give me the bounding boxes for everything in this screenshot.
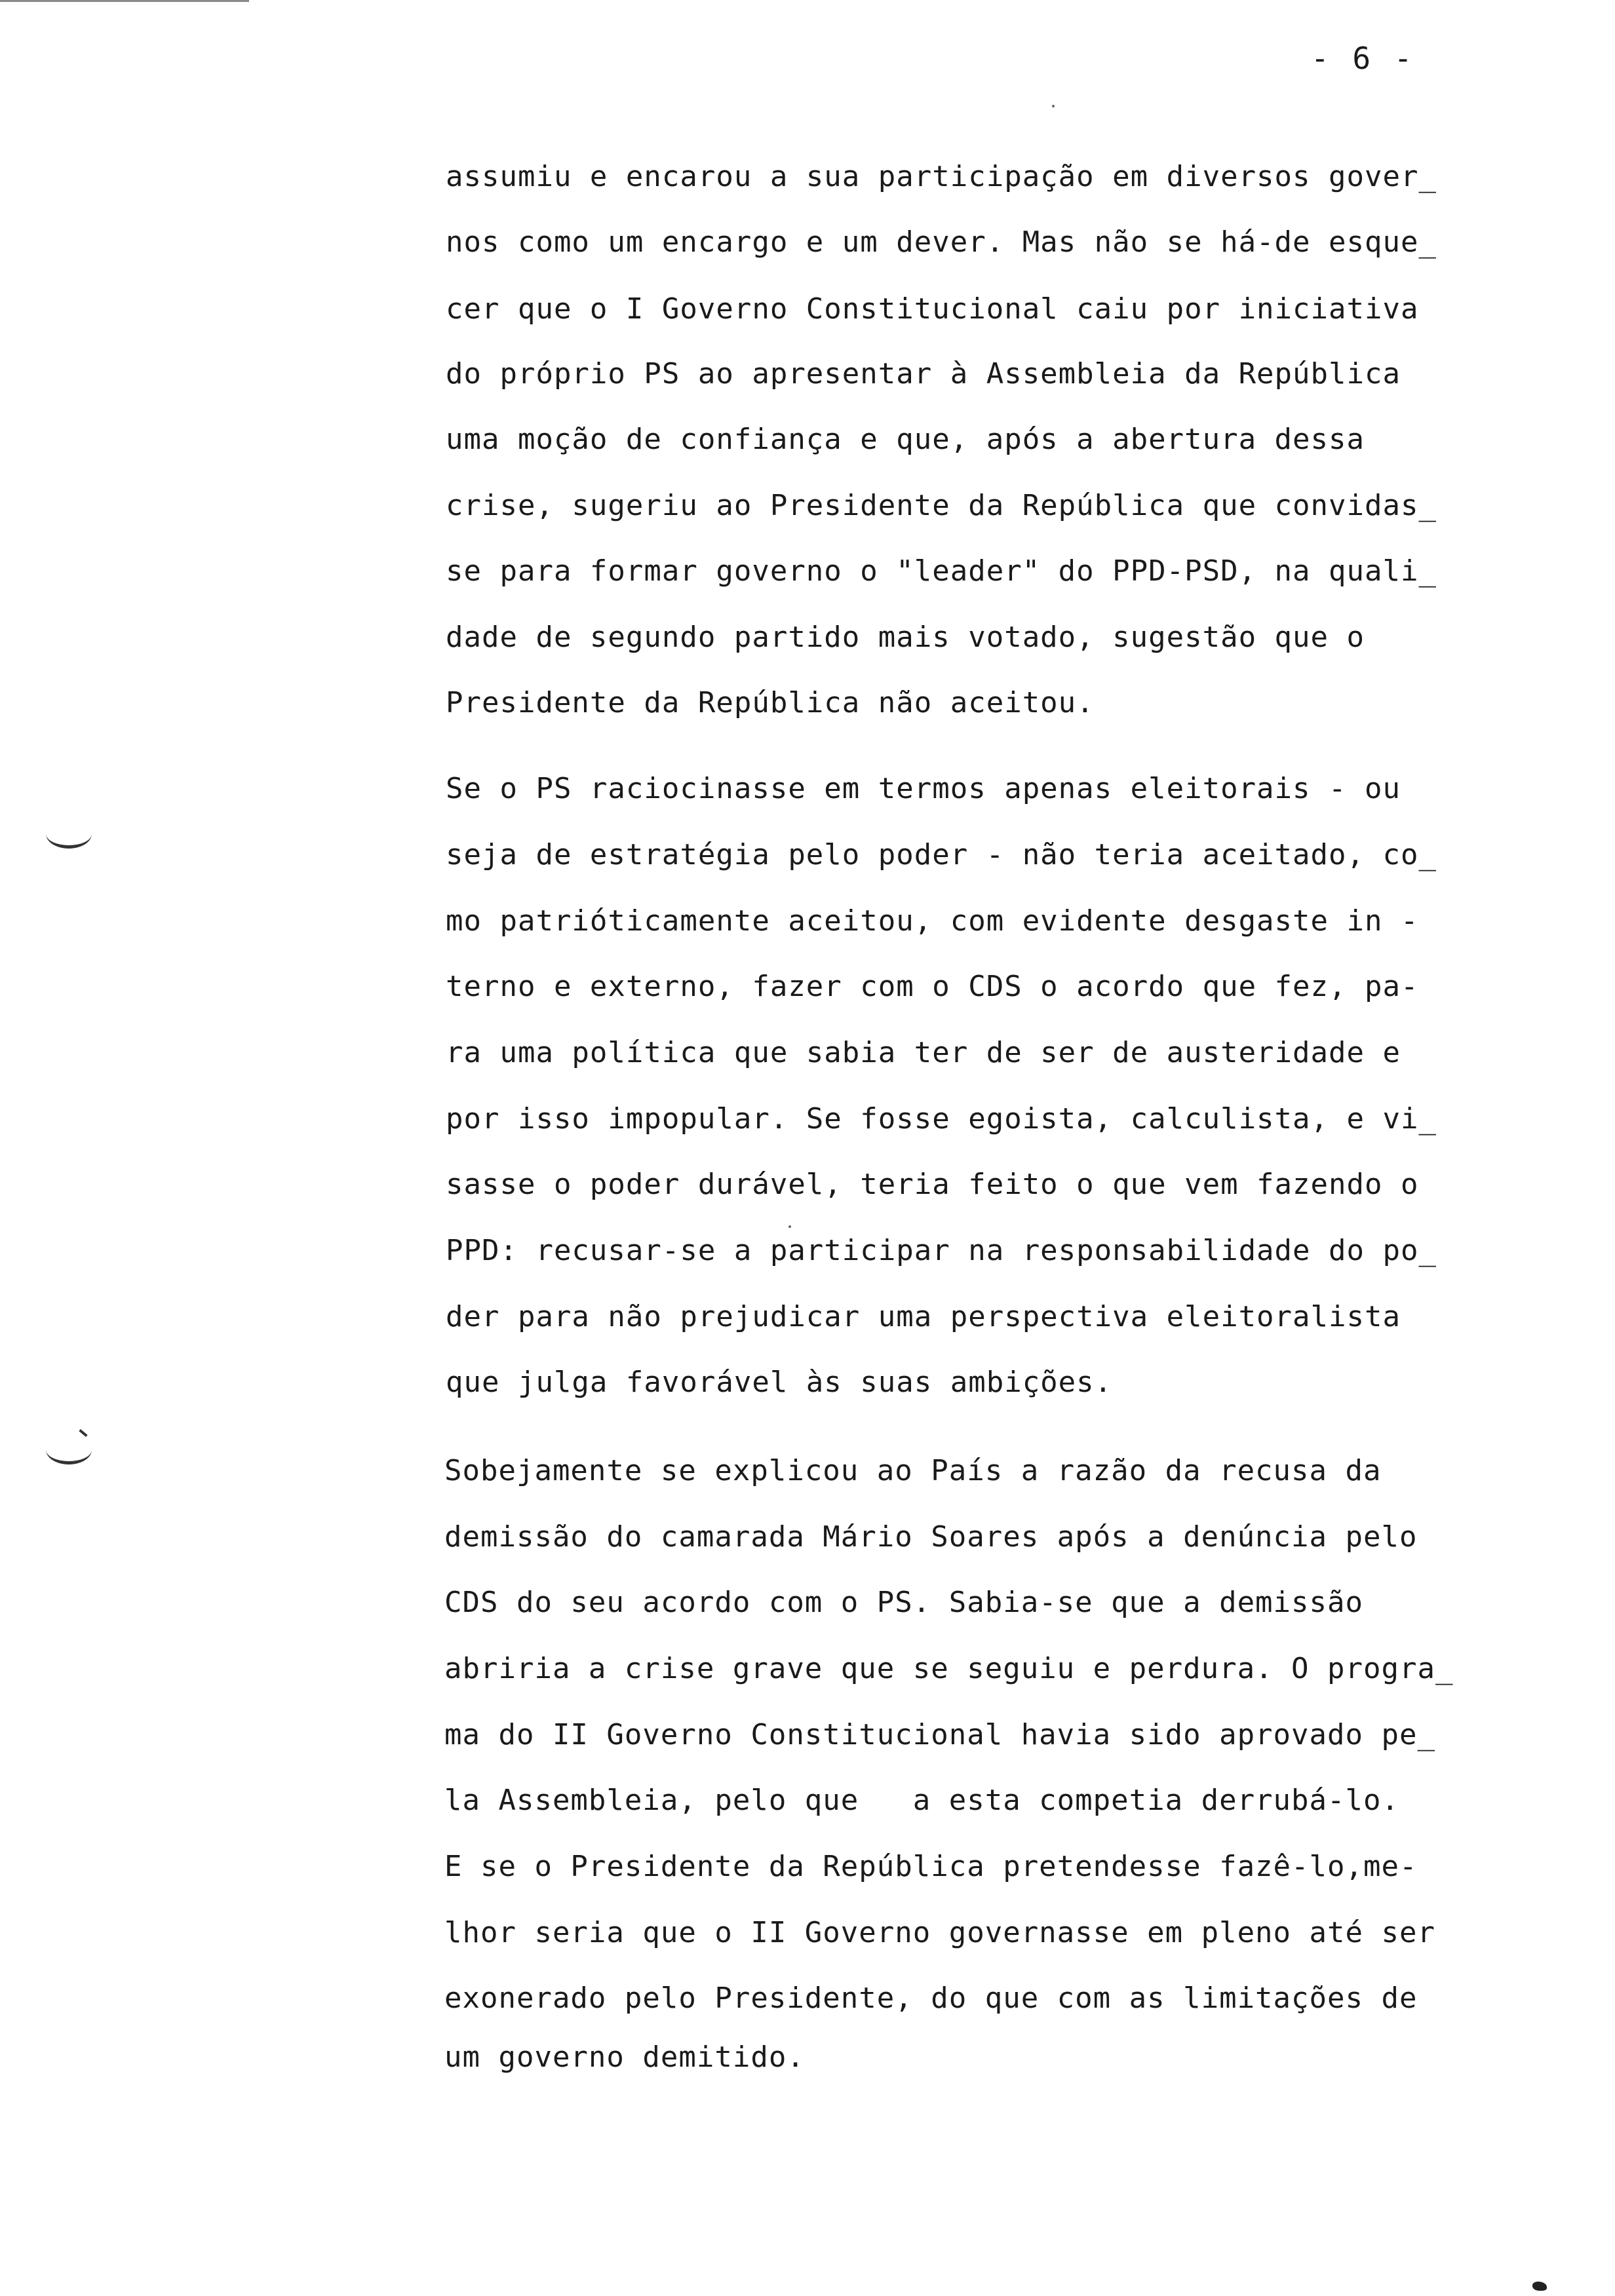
text-line: la Assembleia, pelo que a esta competia derrubá-lo.: [444, 1784, 1399, 1817]
text-line: ra uma política que sabia ter de ser de austeridade e: [446, 1036, 1401, 1069]
corner-ink-mark: [1532, 2282, 1547, 2291]
text-line: crise, sugeriu ao Presidente da República que convidas_: [446, 489, 1437, 522]
text-line: CDS do seu acordo com o PS. Sabia-se que a demissão: [444, 1586, 1364, 1619]
text-line: sasse o poder durável, teria feito o que vem fazendo o: [446, 1168, 1419, 1201]
text-line: se para formar governo o "leader" do PPD-PSD, na quali_: [446, 554, 1437, 588]
text-line: por isso impopular. Se fosse egoista, calculista, e vi_: [446, 1102, 1437, 1136]
text-line: Se o PS raciocinasse em termos apenas eleitorais - ou: [446, 772, 1401, 805]
text-line: Sobejamente se explicou ao País a razão da recusa da: [444, 1454, 1382, 1487]
page-number: - 6 -: [1311, 41, 1415, 76]
text-line: um governo demitido.: [444, 2040, 805, 2074]
text-line: mo patrióticamente aceitou, com evidente desgaste in -: [446, 904, 1419, 938]
text-line: que julga favorável às suas ambições.: [446, 1366, 1113, 1399]
text-line: ma do II Governo Constitucional havia sido aprovado pe_: [444, 1718, 1435, 1751]
text-line: der para não prejudicar uma perspectiva eleitoralista: [446, 1300, 1401, 1333]
text-line: assumiu e encarou a sua participação em diversos gover_: [446, 160, 1437, 193]
text-line: PPD: recusar-se a participar na responsabilidade do po_: [446, 1234, 1437, 1267]
text-line: do próprio PS ao apresentar à Assembleia da República: [446, 357, 1401, 391]
text-line: lhor seria que o II Governo governasse em pleno até ser: [444, 1916, 1435, 1949]
text-line: Presidente da República não aceitou.: [446, 686, 1095, 719]
scan-speck: [788, 1225, 791, 1228]
text-line: dade de segundo partido mais votado, sugestão que o: [446, 621, 1365, 654]
text-line: E se o Presidente da República pretendesse fazê-lo,me-: [444, 1850, 1418, 1883]
top-edge-rule: [0, 0, 249, 2]
punch-hole-mark: [46, 819, 92, 849]
text-line: demissão do camarada Mário Soares após a denúncia pelo: [444, 1520, 1418, 1554]
text-line: uma moção de confiança e que, após a abertura dessa: [446, 423, 1365, 456]
punch-hole-mark: [46, 1435, 92, 1464]
text-line: seja de estratégia pelo poder - não teria aceitado, co_: [446, 838, 1437, 871]
text-line: nos como um encargo e um dever. Mas não se há-de esque_: [446, 225, 1437, 259]
text-line: abriria a crise grave que se seguiu e perdura. O progra_: [444, 1652, 1454, 1685]
text-line: terno e externo, fazer com o CDS o acordo que fez, pa-: [446, 970, 1419, 1003]
text-line: cer que o I Governo Constitucional caiu por iniciativa: [446, 292, 1419, 326]
text-line: exonerado pelo Presidente, do que com as limitações de: [444, 1981, 1418, 2015]
scan-speck: [1052, 105, 1055, 107]
